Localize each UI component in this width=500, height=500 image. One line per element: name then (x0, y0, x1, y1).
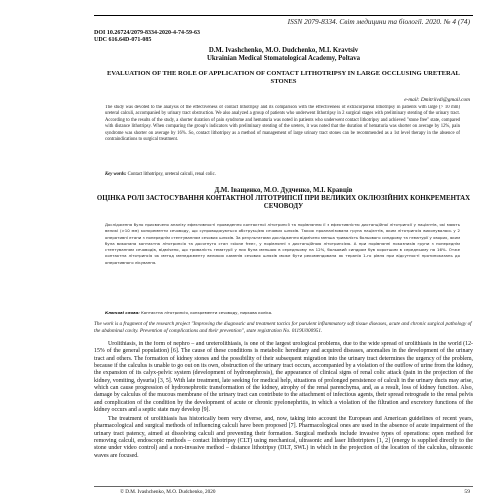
author-email: e-mail: Dmitriivdi@gmail.com (404, 97, 470, 103)
body-paragraph-2: The treatment of urolithiasis has historically been very diverse, and, now, taking into account the European and American guidelines of recent years, pharmacological and surgical methods of influencing calculi have been proposed [7]. Pharmacological ones are used in the absence of acute impairment of the urinary tract patency, aimed at dissolving calculi and preventing their formation. Surgical methods include invasive types of operations: open method for removing calculi, endoscopic methods – contact lithotripsy (CLT) using mechanical, ultrasonic and laser lithotripters [1, 2] (energy is supplied directly to the stone under video control) and a non-invasive method – distance lithotripsy (DLT, SWL) in which in the projection of the location of the calculus, ultrasonic waves are focused. (94, 416, 473, 459)
keywords-en (105, 172, 460, 178)
abstract-ua: Дослідження було присвячено аналізу ефективності проведення контактної літотрипсії та порівнянню її з ефективністю дистанційної літотрипсії у пацієнтів, які мають великі (>10 мм) конкременти сечоводу, що супроводжуються обструкцією сечових шляхів. Також проаналізована група пацієнтів, яким літотрипсія виконувалась у 2 оперативні етапи з попереднім стентуванням сечових шляхів. За результатами дослідження відмічено менша тривалість больового синдрому та гематурії у хворих, яким була виконана контактна літотрипсія та досягнуто стан «stone free», у порівнянні з дистанційною літотрипсією. А при порівнянні показників групи з попереднім стентуванням сечоводів, відмічено, що тривалість гематурії у них була меншою в середньому на 12%, больовий синдром був коротшим в середньому на 16%. Отже контактна літотрипсія як метод менеджменту великих каменів сечових шляхів може бути рекомендована як терапія 1-го рівня при відсутності протипоказань до оперативного лікування. (105, 222, 460, 265)
authors-en: D.M. Ivashchenko, M.O. Dudchenko, M.I. Kravtsiv (208, 47, 359, 54)
copyright: © D.M. Ivashchenko, M.O. Dudchenko, 2020 (120, 489, 216, 495)
keywords-en-label: Key words: (105, 172, 127, 177)
affiliation-en: Ukrainian Medical Stomatological Academy, Poltava (206, 55, 361, 62)
doi-block (94, 30, 200, 45)
title-en: EVALUATION OF THE ROLE OF APPLICATION OF CONTACT LITHOTRIPSY IN LARGE OCCLUSING URETERAL STONES (107, 70, 460, 86)
title-ua: ОЦІНКА РОЛІ ЗАСТОСУВАННЯ КОНТАКТНОЇ ЛІТОТРИПСІЇ ПРИ ВЕЛИКИХ ОКЛЮЗІЙНИХ КОНКРЕМЕНТАХ СЕЧОВОДУ (96, 195, 471, 211)
keywords-ua-text: Контактна літотрипсія, конкременти сечоводу, ниркова коліка. (141, 310, 273, 315)
keywords-en-text: Contact lithotripsy, ureteral calculi, renal colic. (127, 172, 216, 177)
keywords-ua (105, 310, 460, 316)
authors-ua: Д.М. Іващенко, М.О. Дудченко, М.І. Кравців (214, 187, 353, 194)
abstract-en: The study was devoted to the analysis of the effectiveness of contact lithotripsy and its comparison with the effectiveness of extracorporeal lithotripsy in patients with large (> 10 mm) ureteral calculi, accompanied by urinary tract obstruction. We also analyzed a group of patients who underwent lithotripsy in 2 surgical stages with preliminary stenting of the urinary tract. According to the results of the study, a shorter duration of pain syndrome and hematuria was noted in patients who underwent contact lithotripsy and achieved "stone free" state, compared with distance lithotripsy. When comparing the group's indicators with preliminary stenting of the ureters, it was noted that the duration of hematuria was shorter on average by 12%, pain syndrome was shorter on average by 16%. So, contact lithotripsy as a method of management of large urinary tract stones can be recommended as a 1st level therapy in the absence of contraindications to surgical treatment. (105, 105, 460, 143)
journal-header: ISSN 2079-8334. Світ медицини та біології. 2020. № 4 (74) (287, 17, 470, 26)
funding-note: The work is a fragment of the research project "Improving the diagnostic and treatment tactics for purulent inflammatory soft tissue diseases, acute and chronic surgical pathology of the abdominal cavity. Prevention of complications and their prevention", state registration No. 0119U000951. (94, 321, 472, 334)
keywords-ua-label: Ключові слова: (105, 310, 140, 315)
page-number: 59 (464, 489, 470, 495)
udc-line: UDC 616.64D-071-085 (94, 37, 152, 44)
doi-line: DOI 10.26724/2079-8334-2020-4-74-59-63 (94, 30, 200, 36)
authors-en-block (94, 47, 473, 63)
body-paragraph-1: Urolithiasis, in the form of nephro – and ureterolithiasis, is one of the largest urological problems, due to the wide spread of urolithiasis in the world (12-15% of the general population) [6]. The cause of these conditions is metabolic hereditary and acquired diseases, anomalies in the development of the urinary tract and others. The formation of kidney stones and the possibility of their subsequent migration into the urinary tract determines the urgency of the problem, because if the calculus is unable to go out on its own, obstruction of the urinary tract occurs, accompanied by a violation of the outflow of urine from the kidney, the expansion of its calyx-pelvic system (development of hydronephrosis), the appearance of clinical signs of renal colic attack (pain in the projection of the kidney, vomiting, dysuria) [3, 5]. With late treatment, late seeking for medical help, situations of prolonged persistence of calculi in the urinary ducts may arise, which can cause progression of hydronephrotic transformation of the kidney, atrophy of the renal parenchyma, and, as a result, loss of kidney function. Also, damage by calculus of the mucous membrane of the urinary tract can contribute to the attachment of infectious agents, their spread retrograde to the renal pelvis and complication of the condition by the development of acute or chronic pyelonephritis, in which a violation of the filtration and excretory functions of the kidney occurs and a septic state may develop [9]. (94, 341, 473, 414)
footer-rule (94, 486, 473, 487)
